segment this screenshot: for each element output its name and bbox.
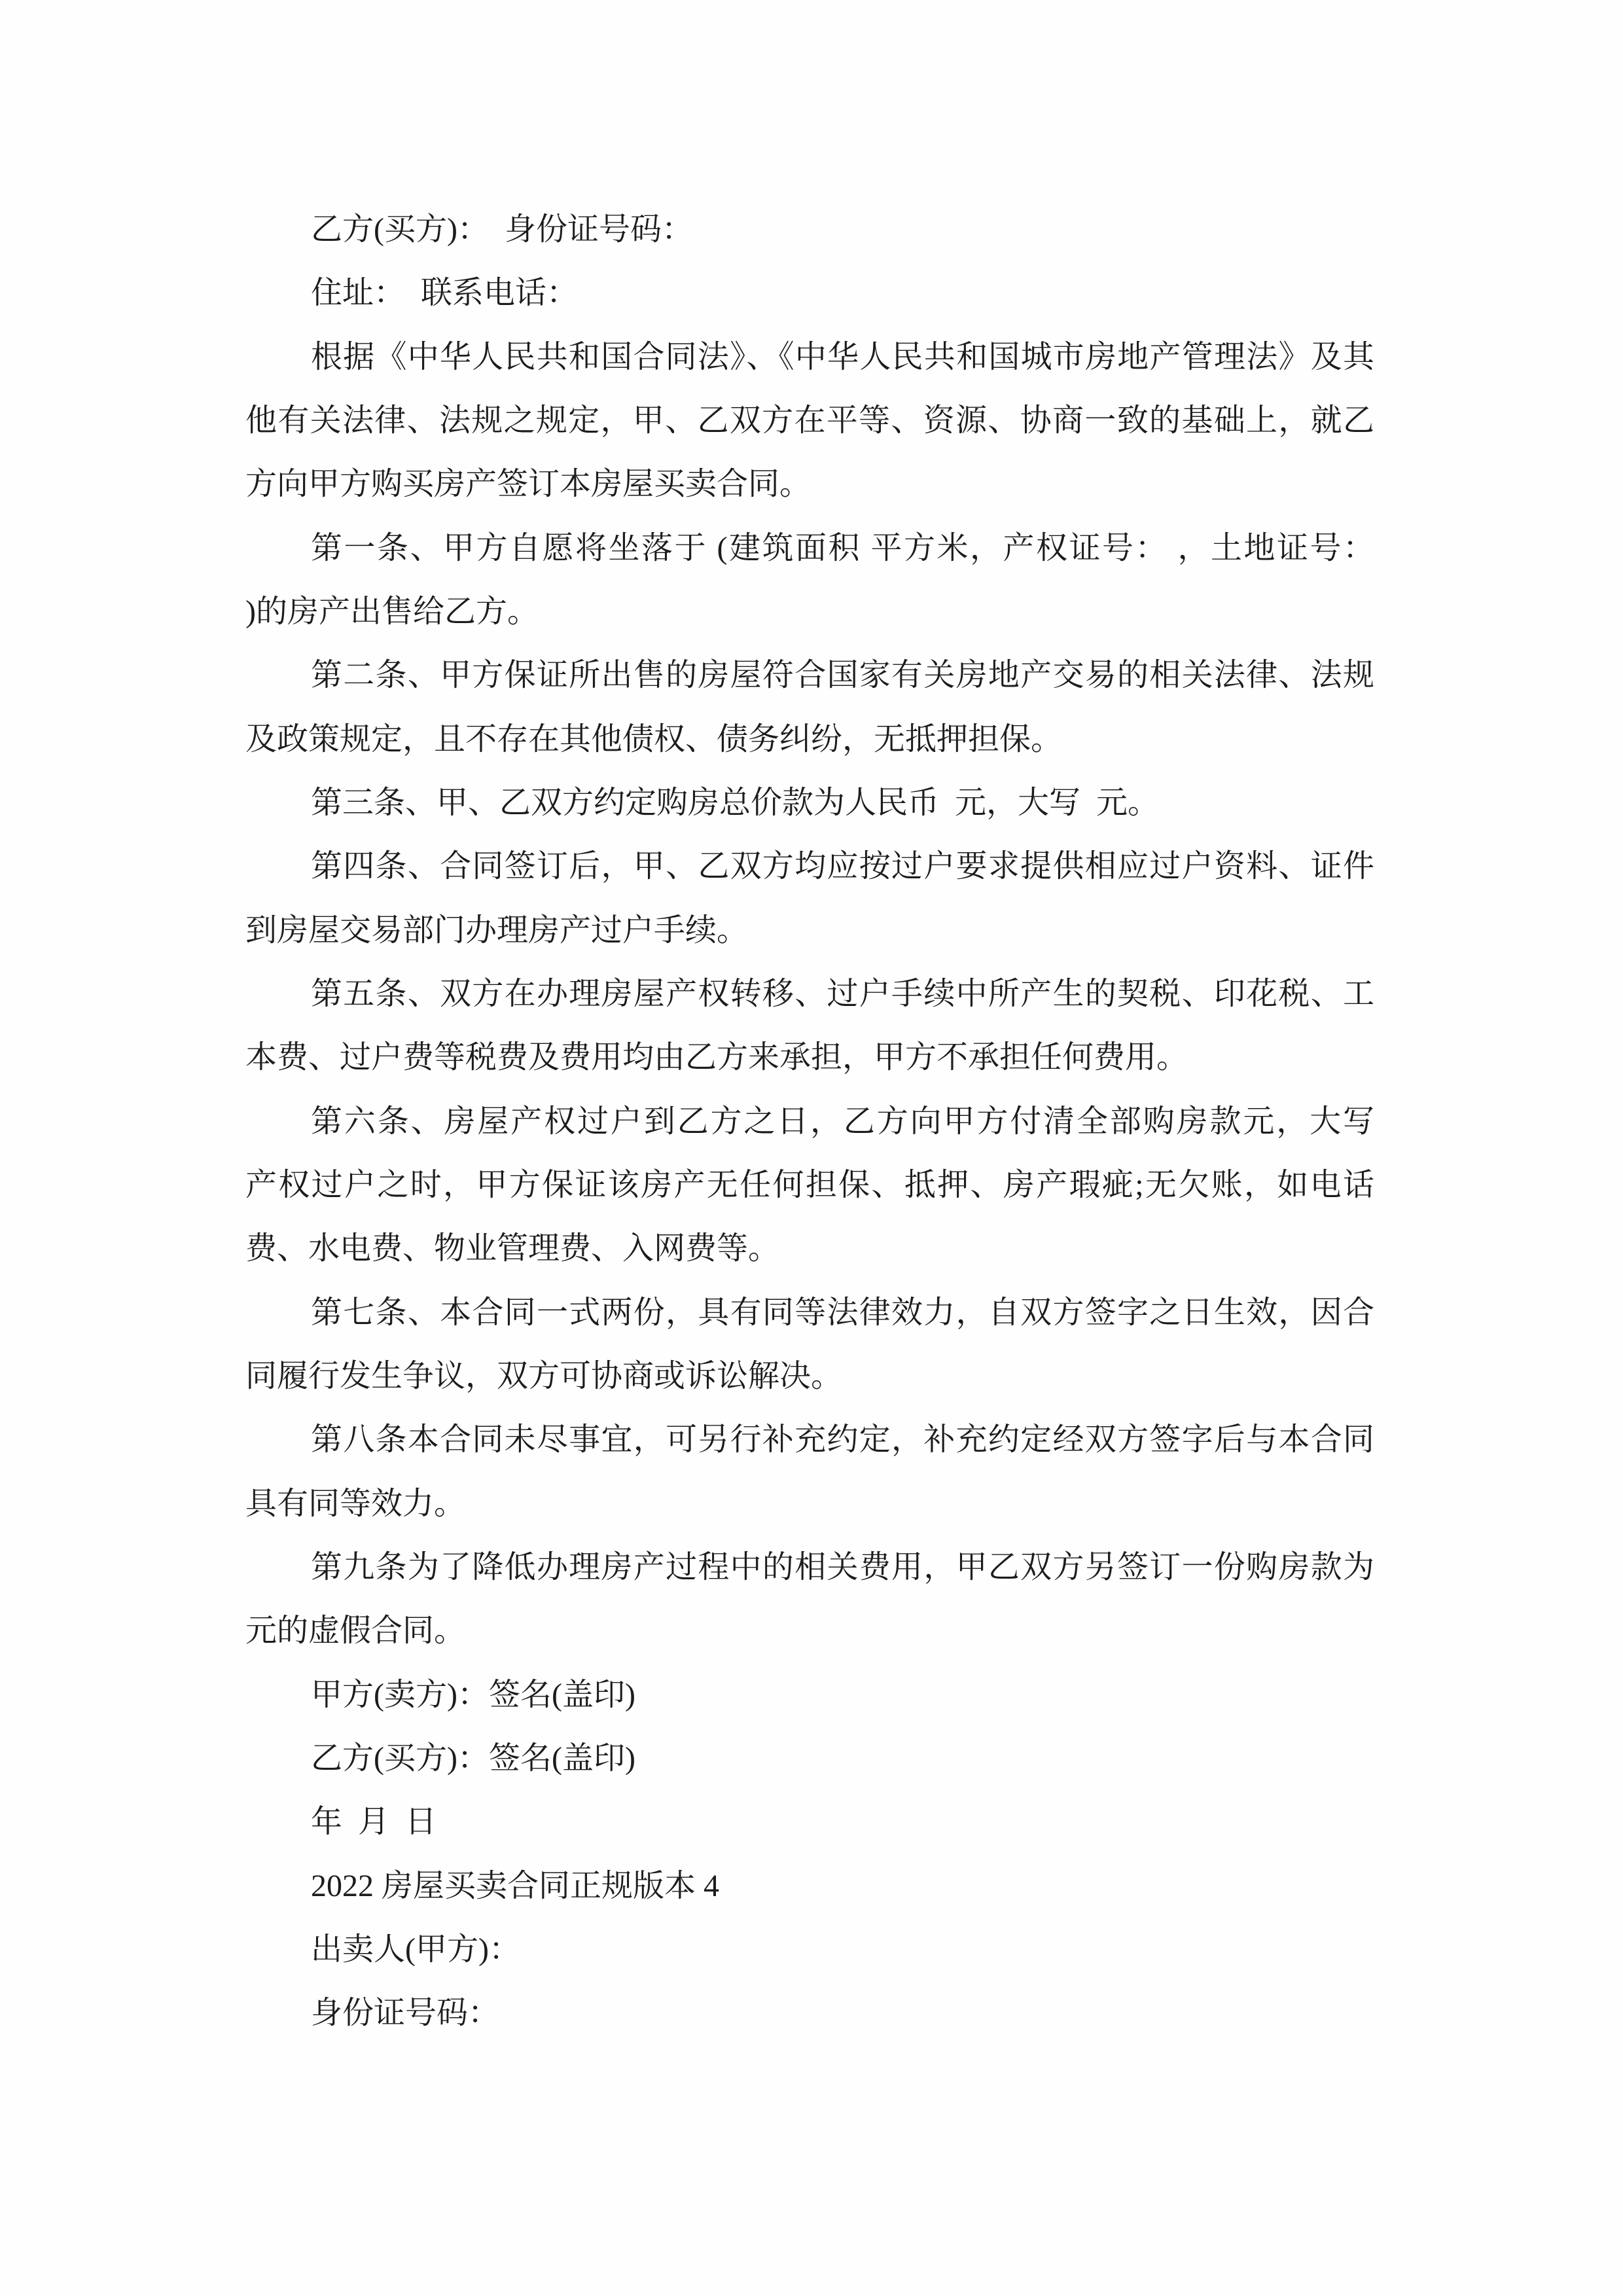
article-6-line: 第六条、房屋产权过户到乙方之日，乙方向甲方付清全部购房款元，大写 <box>311 1103 1374 1139</box>
article-7-line: 第七条、本合同一式两份，具有同等法律效力，自双方签字之日生效，因合 <box>311 1295 1374 1330</box>
preamble-line: 根据《中华人民共和国合同法》、《中华人民共和国城市房地产管理法》及其 <box>311 339 1374 374</box>
article-5-line: 本费、过户费等税费及费用均由乙方来承担，甲方不承担任何费用。 <box>245 1040 1188 1075</box>
article-1-line: )的房产出售给乙方。 <box>245 594 539 629</box>
address-phone-line: 住址： 联系电话： <box>311 276 579 311</box>
article-3-line: 第三条、甲、乙双方约定购房总价款为人民币 元，大写 元。 <box>311 785 1160 820</box>
article-4-line: 第四条、合同签订后，甲、乙双方均应按过户要求提供相应过户资料、证件 <box>311 849 1374 884</box>
article-7-line: 同履行发生争议，双方可协商或诉讼解决。 <box>245 1358 843 1393</box>
preamble-line: 他有关法律、法规之规定，甲、乙双方在平等、资源、协商一致的基础上，就乙 <box>245 403 1374 438</box>
article-4-line: 到房屋交易部门办理房产过户手续。 <box>245 912 749 948</box>
contract-body <box>245 198 1374 2045</box>
buyer-signature-line: 乙方(买方)：签名(盖印) <box>311 1740 635 1776</box>
buyer-id-line: 乙方(买方)： 身份证号码： <box>311 212 693 247</box>
article-8-line: 具有同等效力。 <box>245 1486 466 1521</box>
article-9-line: 第九条为了降低办理房产过程中的相关费用，甲乙双方另签订一份购房款为 <box>311 1549 1374 1585</box>
article-8-line: 第八条本合同未尽事宜，可另行补充约定，补充约定经双方签字后与本合同 <box>311 1422 1374 1458</box>
article-9-line: 元的虚假合同。 <box>245 1613 466 1649</box>
article-6-line: 产权过户之时，甲方保证该房产无任何担保、抵押、房产瑕疵;无欠账，如电话 <box>245 1167 1374 1202</box>
seller-signature-line: 甲方(卖方)：签名(盖印) <box>311 1677 635 1712</box>
seller-label-line: 出卖人(甲方)： <box>311 1931 520 1967</box>
section-title: 2022 房屋买卖合同正规版本 4 <box>311 1868 720 1903</box>
article-2-line: 及政策规定，且不存在其他债权、债务纠纷，无抵押担保。 <box>245 721 1063 757</box>
article-2-line: 第二条、甲方保证所出售的房屋符合国家有关房地产交易的相关法律、法规 <box>311 658 1374 693</box>
article-6-line: 费、水电费、物业管理费、入网费等。 <box>245 1231 780 1266</box>
id-number-line: 身份证号码： <box>311 1996 500 2031</box>
article-5-line: 第五条、双方在办理房屋产权转移、过户手续中所产生的契税、印花税、工 <box>311 976 1374 1011</box>
date-line: 年 月 日 <box>311 1804 437 1840</box>
article-1-line: 第一条、甲方自愿将坐落于 (建筑面积 平方米，产权证号： ，土地证号： <box>311 530 1374 565</box>
preamble-line: 方向甲方购买房产签订本房屋买卖合同。 <box>245 467 812 502</box>
